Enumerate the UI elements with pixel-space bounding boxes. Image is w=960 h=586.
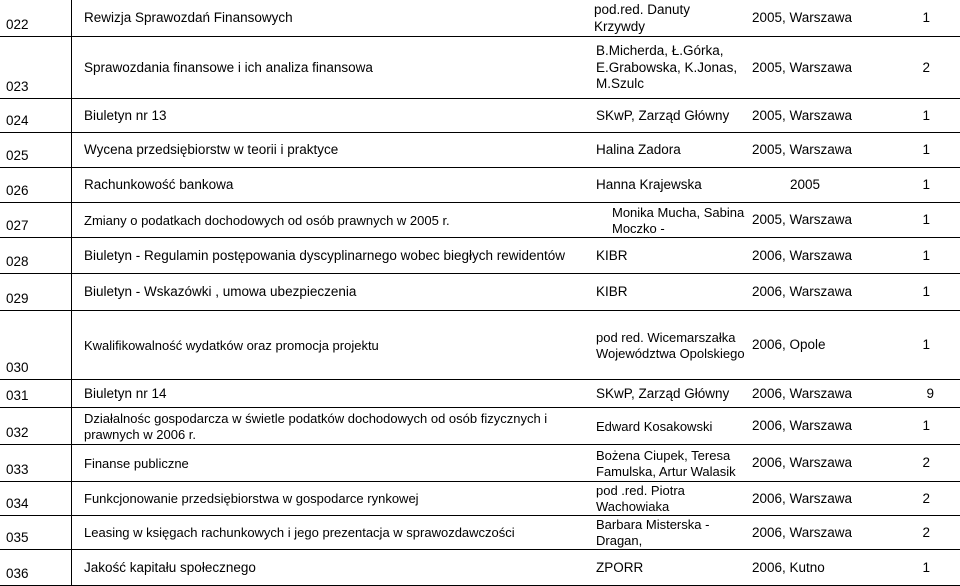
copies-count-cell: 1 bbox=[922, 247, 930, 263]
table-row bbox=[0, 133, 960, 168]
table-row bbox=[0, 99, 960, 133]
copies-count-cell: 2 bbox=[922, 59, 930, 75]
author-cell: pod.red. Danuty Krzywdy bbox=[594, 2, 691, 34]
copies-count-cell: 9 bbox=[926, 385, 934, 401]
row-number-cell bbox=[0, 408, 72, 444]
row-number: 028 bbox=[6, 254, 29, 269]
row-number: 023 bbox=[6, 79, 29, 94]
author-cell: Hanna Krajewska bbox=[596, 177, 702, 193]
title-cell: Finanse publiczne bbox=[84, 455, 189, 471]
row-number-cell bbox=[0, 311, 72, 379]
author-cell: pod .red. Piotra Wachowiaka bbox=[596, 483, 685, 514]
copies-count-cell: 1 bbox=[922, 107, 930, 123]
place-year-cell: 2006, Opole bbox=[752, 337, 826, 353]
title-cell: Biuletyn nr 13 bbox=[84, 107, 167, 123]
table-row bbox=[0, 0, 960, 37]
row-number: 027 bbox=[6, 218, 29, 233]
place-year-cell: 2005, Warszawa bbox=[752, 59, 853, 75]
row-number: 022 bbox=[6, 17, 29, 32]
table-row bbox=[0, 408, 960, 445]
row-number-cell bbox=[0, 0, 72, 36]
row-number-cell bbox=[0, 238, 72, 273]
row-number-cell bbox=[0, 380, 72, 407]
row-number-cell bbox=[0, 168, 72, 202]
copies-count-cell: 1 bbox=[922, 10, 930, 26]
table-row bbox=[0, 203, 960, 238]
row-number-cell bbox=[0, 274, 72, 310]
copies-count-cell: 2 bbox=[922, 490, 930, 506]
row-number: 033 bbox=[6, 462, 29, 477]
place-year-cell: 2006, Warszawa bbox=[752, 455, 853, 471]
title-cell: Leasing w księgach rachunkowych i jego prezentacja w sprawozdawczości bbox=[84, 525, 515, 541]
place-year-cell: 2005, Warszawa bbox=[752, 142, 853, 158]
place-year-cell: 2005 bbox=[790, 177, 821, 193]
row-number-cell bbox=[0, 37, 72, 98]
row-number: 026 bbox=[6, 183, 29, 198]
table-row bbox=[0, 274, 960, 311]
title-cell: Biuletyn - Wskazówki , umowa ubezpieczenia bbox=[84, 284, 357, 300]
table-row bbox=[0, 550, 960, 586]
place-year-cell: 2006, Kutno bbox=[752, 559, 825, 575]
row-number-cell bbox=[0, 482, 72, 515]
place-year-cell: 2006, Warszawa bbox=[752, 524, 853, 540]
author-cell: ZPORR bbox=[596, 559, 644, 575]
title-cell: Kwalifikowalność wydatków oraz promocja projektu bbox=[84, 337, 379, 353]
author-cell: pod red. Wicemarszałka Województwa Opolskiego bbox=[596, 329, 745, 361]
row-number: 025 bbox=[6, 148, 29, 163]
copies-count-cell: 1 bbox=[922, 284, 930, 300]
row-number-cell bbox=[0, 516, 72, 549]
author-cell: SKwP, Zarząd Główny bbox=[596, 107, 730, 123]
table-row bbox=[0, 445, 960, 482]
title-cell: Biuletyn - Regulamin postępowania dyscyplinarnego wobec biegłych rewidentów bbox=[84, 247, 566, 263]
place-year-cell: 2005, Warszawa bbox=[752, 107, 853, 123]
author-cell: Barbara Misterska - Dragan, bbox=[596, 517, 710, 548]
author-cell: Halina Zadora bbox=[596, 142, 681, 158]
title-cell: Funkcjonowanie przedsiębiorstwa w gospodarce rynkowej bbox=[84, 491, 419, 507]
title-cell: Zmiany o podatkach dochodowych od osób prawnych w 2005 r. bbox=[84, 212, 450, 228]
table-row bbox=[0, 168, 960, 203]
place-year-cell: 2006, Warszawa bbox=[752, 284, 853, 300]
row-number-cell bbox=[0, 445, 72, 481]
row-number: 031 bbox=[6, 388, 29, 403]
place-year-cell: 2006, Warszawa bbox=[752, 247, 853, 263]
author-cell: SKwP, Zarząd Główny bbox=[596, 385, 730, 401]
table-row bbox=[0, 311, 960, 380]
author-cell: KIBR bbox=[596, 284, 628, 300]
row-number: 024 bbox=[6, 113, 29, 128]
author-cell: B.Micherda, Ł.Górka, E.Grabowska, K.Jonas, M.Szulc bbox=[596, 43, 738, 92]
author-cell: Edward Kosakowski bbox=[596, 418, 713, 434]
title-cell: Działalnośc gospodarcza w świetle podatków dochodowych od osób fizycznych i prawnych w 2006 r. bbox=[84, 410, 548, 442]
title-cell: Rewizja Sprawozdań Finansowych bbox=[84, 10, 293, 26]
place-year-cell: 2005, Warszawa bbox=[752, 10, 853, 26]
row-number-cell bbox=[0, 550, 72, 585]
title-cell: Rachunkowość bankowa bbox=[84, 177, 234, 193]
title-cell: Sprawozdania finansowe i ich analiza finansowa bbox=[84, 59, 373, 75]
title-cell: Wycena przedsiębiorstw w teorii i praktyce bbox=[84, 142, 339, 158]
title-cell: Biuletyn nr 14 bbox=[84, 385, 167, 401]
place-year-cell: 2006, Warszawa bbox=[752, 385, 853, 401]
author-cell: Bożena Ciupek, Teresa Famulska, Artur Walasik bbox=[596, 447, 736, 479]
place-year-cell: 2006, Warszawa bbox=[752, 490, 853, 506]
copies-count-cell: 2 bbox=[922, 524, 930, 540]
table-row bbox=[0, 380, 960, 408]
table-row bbox=[0, 37, 960, 99]
author-cell: Monika Mucha, Sabina Moczko - bbox=[612, 204, 745, 236]
row-number: 036 bbox=[6, 566, 29, 581]
place-year-cell: 2005, Warszawa bbox=[752, 212, 853, 228]
row-number: 030 bbox=[6, 360, 29, 375]
row-number: 035 bbox=[6, 530, 29, 545]
row-number-cell bbox=[0, 133, 72, 167]
table-row bbox=[0, 238, 960, 274]
row-number: 032 bbox=[6, 425, 29, 440]
copies-count-cell: 1 bbox=[922, 337, 930, 353]
copies-count-cell: 1 bbox=[922, 418, 930, 434]
copies-count-cell: 2 bbox=[922, 455, 930, 471]
copies-count-cell: 1 bbox=[922, 559, 930, 575]
title-cell: Jakość kapitału społecznego bbox=[84, 559, 256, 575]
table-row bbox=[0, 482, 960, 516]
copies-count-cell: 1 bbox=[922, 212, 930, 228]
row-number: 034 bbox=[6, 496, 29, 511]
row-number-cell bbox=[0, 99, 72, 132]
table-row bbox=[0, 516, 960, 550]
place-year-cell: 2006, Warszawa bbox=[752, 418, 853, 434]
copies-count-cell: 1 bbox=[922, 142, 930, 158]
author-cell: KIBR bbox=[596, 247, 628, 263]
row-number: 029 bbox=[6, 291, 29, 306]
row-number-cell bbox=[0, 203, 72, 237]
copies-count-cell: 1 bbox=[922, 177, 930, 193]
